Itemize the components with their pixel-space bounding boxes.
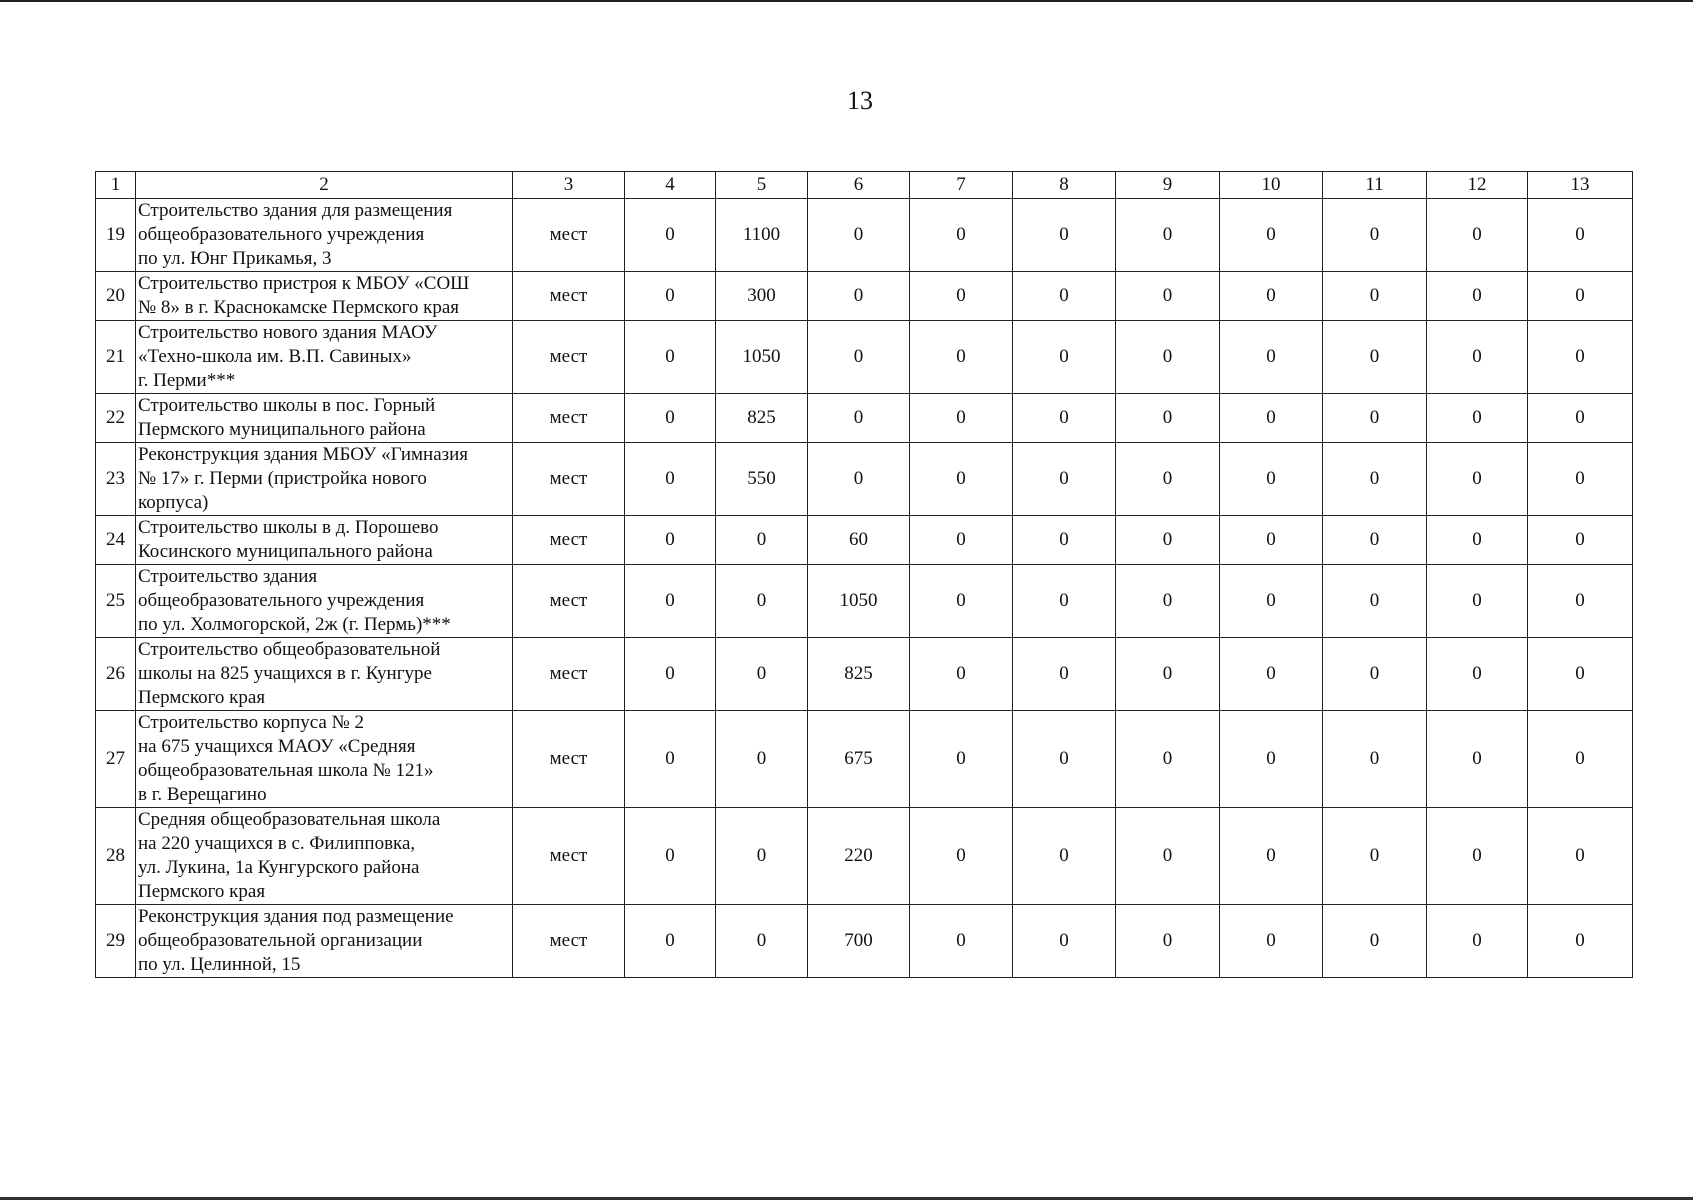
value-cell: 0 bbox=[1013, 905, 1116, 978]
row-number: 26 bbox=[96, 638, 136, 711]
column-header-5: 5 bbox=[716, 172, 808, 199]
description-line: Средняя общеобразовательная школа bbox=[138, 809, 441, 830]
description-line: в г. Верещагино bbox=[138, 784, 267, 805]
value-cell: 0 bbox=[1323, 565, 1427, 638]
value-cell: 0 bbox=[1116, 565, 1220, 638]
value-cell: 0 bbox=[1528, 443, 1633, 516]
value-cell: 0 bbox=[1220, 394, 1323, 443]
value-cell: 0 bbox=[1427, 516, 1528, 565]
value-cell: 0 bbox=[910, 394, 1013, 443]
value-cell: 550 bbox=[716, 443, 808, 516]
value-cell: 0 bbox=[1116, 199, 1220, 272]
column-header-11: 11 bbox=[1323, 172, 1427, 199]
table-row bbox=[96, 638, 1633, 711]
value-cell: 0 bbox=[1528, 808, 1633, 905]
value-cell: 0 bbox=[1116, 808, 1220, 905]
scan-edge-top bbox=[0, 0, 1693, 2]
description-line: г. Перми*** bbox=[138, 370, 236, 391]
value-cell: 1050 bbox=[716, 321, 808, 394]
row-description bbox=[136, 199, 513, 272]
value-cell: 825 bbox=[808, 638, 910, 711]
value-cell: 0 bbox=[1220, 516, 1323, 565]
value-cell: 0 bbox=[1427, 638, 1528, 711]
row-description bbox=[136, 905, 513, 978]
row-unit: мест bbox=[513, 443, 625, 516]
value-cell: 0 bbox=[1116, 321, 1220, 394]
description-line: № 8» в г. Краснокамске Пермского края bbox=[138, 297, 460, 318]
value-cell: 0 bbox=[625, 516, 716, 565]
value-cell: 0 bbox=[1013, 443, 1116, 516]
value-cell: 0 bbox=[1323, 516, 1427, 565]
value-cell: 0 bbox=[1220, 711, 1323, 808]
value-cell: 60 bbox=[808, 516, 910, 565]
description-line: общеобразовательная школа № 121» bbox=[138, 760, 434, 781]
value-cell: 0 bbox=[1427, 711, 1528, 808]
value-cell: 0 bbox=[1116, 905, 1220, 978]
row-number: 27 bbox=[96, 711, 136, 808]
value-cell: 0 bbox=[625, 711, 716, 808]
value-cell: 0 bbox=[625, 905, 716, 978]
value-cell: 0 bbox=[716, 516, 808, 565]
value-cell: 0 bbox=[1013, 565, 1116, 638]
value-cell: 0 bbox=[716, 565, 808, 638]
row-unit: мест bbox=[513, 272, 625, 321]
description-line: Реконструкция здания под размещение bbox=[138, 906, 454, 927]
description-line: Строительство здания bbox=[138, 566, 318, 587]
row-description bbox=[136, 394, 513, 443]
table-row bbox=[96, 516, 1633, 565]
description-line: Строительство пристроя к МБОУ «СОШ bbox=[138, 273, 470, 294]
row-unit: мест bbox=[513, 711, 625, 808]
row-description bbox=[136, 443, 513, 516]
value-cell: 0 bbox=[625, 565, 716, 638]
description-line: Строительство здания для размещения bbox=[138, 200, 453, 221]
value-cell: 0 bbox=[1323, 711, 1427, 808]
page-number: 13 bbox=[847, 86, 873, 115]
value-cell: 0 bbox=[1013, 199, 1116, 272]
table-row bbox=[96, 905, 1633, 978]
row-number: 21 bbox=[96, 321, 136, 394]
value-cell: 0 bbox=[1220, 443, 1323, 516]
description-line: № 17» г. Перми (пристройка нового bbox=[138, 468, 427, 489]
table-row bbox=[96, 321, 1633, 394]
value-cell: 0 bbox=[1427, 905, 1528, 978]
row-unit: мест bbox=[513, 516, 625, 565]
description-line: ул. Лукина, 1а Кунгурского района bbox=[138, 857, 420, 878]
value-cell: 0 bbox=[625, 808, 716, 905]
value-cell: 0 bbox=[1323, 905, 1427, 978]
description-line: по ул. Юнг Прикамья, 3 bbox=[138, 248, 332, 269]
value-cell: 0 bbox=[910, 711, 1013, 808]
table-row bbox=[96, 808, 1633, 905]
value-cell: 0 bbox=[1323, 638, 1427, 711]
row-number: 24 bbox=[96, 516, 136, 565]
value-cell: 0 bbox=[1528, 321, 1633, 394]
value-cell: 0 bbox=[1323, 272, 1427, 321]
value-cell: 0 bbox=[625, 638, 716, 711]
value-cell: 300 bbox=[716, 272, 808, 321]
data-table bbox=[95, 171, 1633, 978]
description-line: на 220 учащихся в с. Филипповка, bbox=[138, 833, 416, 854]
value-cell: 1050 bbox=[808, 565, 910, 638]
description-line: Строительство школы в д. Порошево bbox=[138, 517, 439, 538]
value-cell: 0 bbox=[1528, 516, 1633, 565]
value-cell: 825 bbox=[716, 394, 808, 443]
column-header-4: 4 bbox=[625, 172, 716, 199]
description-line: Реконструкция здания МБОУ «Гимназия bbox=[138, 444, 469, 465]
value-cell: 0 bbox=[716, 711, 808, 808]
column-header-7: 7 bbox=[910, 172, 1013, 199]
description-line: общеобразовательного учреждения bbox=[138, 590, 425, 611]
column-header-3: 3 bbox=[513, 172, 625, 199]
value-cell: 0 bbox=[1013, 808, 1116, 905]
value-cell: 0 bbox=[1013, 321, 1116, 394]
value-cell: 0 bbox=[1528, 905, 1633, 978]
value-cell: 0 bbox=[1427, 808, 1528, 905]
value-cell: 0 bbox=[1013, 516, 1116, 565]
value-cell: 0 bbox=[1427, 394, 1528, 443]
value-cell: 700 bbox=[808, 905, 910, 978]
description-line: Строительство школы в пос. Горный bbox=[138, 395, 436, 416]
value-cell: 0 bbox=[1013, 638, 1116, 711]
table-row bbox=[96, 394, 1633, 443]
value-cell: 0 bbox=[808, 272, 910, 321]
value-cell: 0 bbox=[1323, 808, 1427, 905]
description-line: по ул. Целинной, 15 bbox=[138, 954, 301, 975]
value-cell: 0 bbox=[910, 905, 1013, 978]
description-line: Строительство нового здания МАОУ bbox=[138, 322, 438, 343]
value-cell: 0 bbox=[910, 565, 1013, 638]
description-line: общеобразовательной организации bbox=[138, 930, 423, 951]
value-cell: 0 bbox=[808, 199, 910, 272]
row-unit: мест bbox=[513, 638, 625, 711]
row-description bbox=[136, 808, 513, 905]
value-cell: 0 bbox=[1528, 394, 1633, 443]
value-cell: 0 bbox=[910, 321, 1013, 394]
row-unit: мест bbox=[513, 808, 625, 905]
table-body bbox=[96, 172, 1633, 978]
column-header-6: 6 bbox=[808, 172, 910, 199]
value-cell: 0 bbox=[716, 638, 808, 711]
row-description bbox=[136, 516, 513, 565]
value-cell: 0 bbox=[1116, 272, 1220, 321]
table-row bbox=[96, 199, 1633, 272]
value-cell: 675 bbox=[808, 711, 910, 808]
row-description bbox=[136, 638, 513, 711]
column-header-2: 2 bbox=[136, 172, 513, 199]
column-header-1: 1 bbox=[96, 172, 136, 199]
column-header-8: 8 bbox=[1013, 172, 1116, 199]
value-cell: 0 bbox=[1220, 199, 1323, 272]
description-line: Пермского края bbox=[138, 881, 266, 902]
value-cell: 0 bbox=[1220, 638, 1323, 711]
value-cell: 0 bbox=[1528, 711, 1633, 808]
row-number: 22 bbox=[96, 394, 136, 443]
description-line: на 675 учащихся МАОУ «Средняя bbox=[138, 736, 416, 757]
description-line: Строительство общеобразовательной bbox=[138, 639, 441, 660]
value-cell: 0 bbox=[625, 199, 716, 272]
value-cell: 0 bbox=[625, 394, 716, 443]
column-header-13: 13 bbox=[1528, 172, 1633, 199]
value-cell: 0 bbox=[625, 321, 716, 394]
value-cell: 0 bbox=[1427, 565, 1528, 638]
row-description bbox=[136, 711, 513, 808]
description-line: Косинского муниципального района bbox=[138, 541, 433, 562]
header-row bbox=[96, 172, 1633, 199]
value-cell: 0 bbox=[910, 272, 1013, 321]
description-line: Пермского муниципального района bbox=[138, 419, 426, 440]
value-cell: 0 bbox=[1220, 905, 1323, 978]
value-cell: 0 bbox=[1323, 321, 1427, 394]
description-line: по ул. Холмогорской, 2ж (г. Пермь)*** bbox=[138, 614, 451, 635]
row-number: 19 bbox=[96, 199, 136, 272]
value-cell: 0 bbox=[1427, 272, 1528, 321]
value-cell: 0 bbox=[1116, 711, 1220, 808]
table-row bbox=[96, 711, 1633, 808]
value-cell: 0 bbox=[1528, 565, 1633, 638]
value-cell: 0 bbox=[1220, 565, 1323, 638]
description-line: общеобразовательного учреждения bbox=[138, 224, 425, 245]
value-cell: 0 bbox=[1220, 272, 1323, 321]
description-line: корпуса) bbox=[138, 492, 209, 513]
value-cell: 0 bbox=[1427, 199, 1528, 272]
description-line: «Техно-школа им. В.П. Савиных» bbox=[138, 346, 412, 367]
value-cell: 0 bbox=[910, 516, 1013, 565]
value-cell: 0 bbox=[1116, 638, 1220, 711]
value-cell: 0 bbox=[625, 272, 716, 321]
column-header-9: 9 bbox=[1116, 172, 1220, 199]
row-unit: мест bbox=[513, 321, 625, 394]
value-cell: 0 bbox=[910, 638, 1013, 711]
description-line: школы на 825 учащихся в г. Кунгуре bbox=[138, 663, 432, 684]
value-cell: 0 bbox=[1116, 516, 1220, 565]
column-header-12: 12 bbox=[1427, 172, 1528, 199]
row-unit: мест bbox=[513, 199, 625, 272]
row-unit: мест bbox=[513, 394, 625, 443]
table-row bbox=[96, 272, 1633, 321]
value-cell: 0 bbox=[1427, 443, 1528, 516]
value-cell: 0 bbox=[1323, 394, 1427, 443]
value-cell: 0 bbox=[1013, 272, 1116, 321]
value-cell: 0 bbox=[808, 443, 910, 516]
value-cell: 0 bbox=[910, 443, 1013, 516]
value-cell: 220 bbox=[808, 808, 910, 905]
value-cell: 0 bbox=[1116, 443, 1220, 516]
value-cell: 0 bbox=[1323, 443, 1427, 516]
value-cell: 0 bbox=[1116, 394, 1220, 443]
value-cell: 0 bbox=[716, 905, 808, 978]
value-cell: 0 bbox=[1220, 321, 1323, 394]
value-cell: 0 bbox=[1427, 321, 1528, 394]
row-number: 29 bbox=[96, 905, 136, 978]
row-number: 25 bbox=[96, 565, 136, 638]
description-line: Пермского края bbox=[138, 687, 266, 708]
value-cell: 0 bbox=[1528, 272, 1633, 321]
value-cell: 1100 bbox=[716, 199, 808, 272]
row-number: 20 bbox=[96, 272, 136, 321]
value-cell: 0 bbox=[1013, 394, 1116, 443]
row-number: 23 bbox=[96, 443, 136, 516]
value-cell: 0 bbox=[1528, 638, 1633, 711]
value-cell: 0 bbox=[1220, 808, 1323, 905]
row-unit: мест bbox=[513, 565, 625, 638]
value-cell: 0 bbox=[1528, 199, 1633, 272]
value-cell: 0 bbox=[716, 808, 808, 905]
row-description bbox=[136, 321, 513, 394]
value-cell: 0 bbox=[910, 808, 1013, 905]
value-cell: 0 bbox=[625, 443, 716, 516]
table-row bbox=[96, 565, 1633, 638]
table-row bbox=[96, 443, 1633, 516]
column-header-10: 10 bbox=[1220, 172, 1323, 199]
value-cell: 0 bbox=[1013, 711, 1116, 808]
description-line: Строительство корпуса № 2 bbox=[138, 712, 364, 733]
row-description bbox=[136, 565, 513, 638]
value-cell: 0 bbox=[1323, 199, 1427, 272]
value-cell: 0 bbox=[910, 199, 1013, 272]
row-unit: мест bbox=[513, 905, 625, 978]
value-cell: 0 bbox=[808, 321, 910, 394]
row-description bbox=[136, 272, 513, 321]
row-number: 28 bbox=[96, 808, 136, 905]
value-cell: 0 bbox=[808, 394, 910, 443]
